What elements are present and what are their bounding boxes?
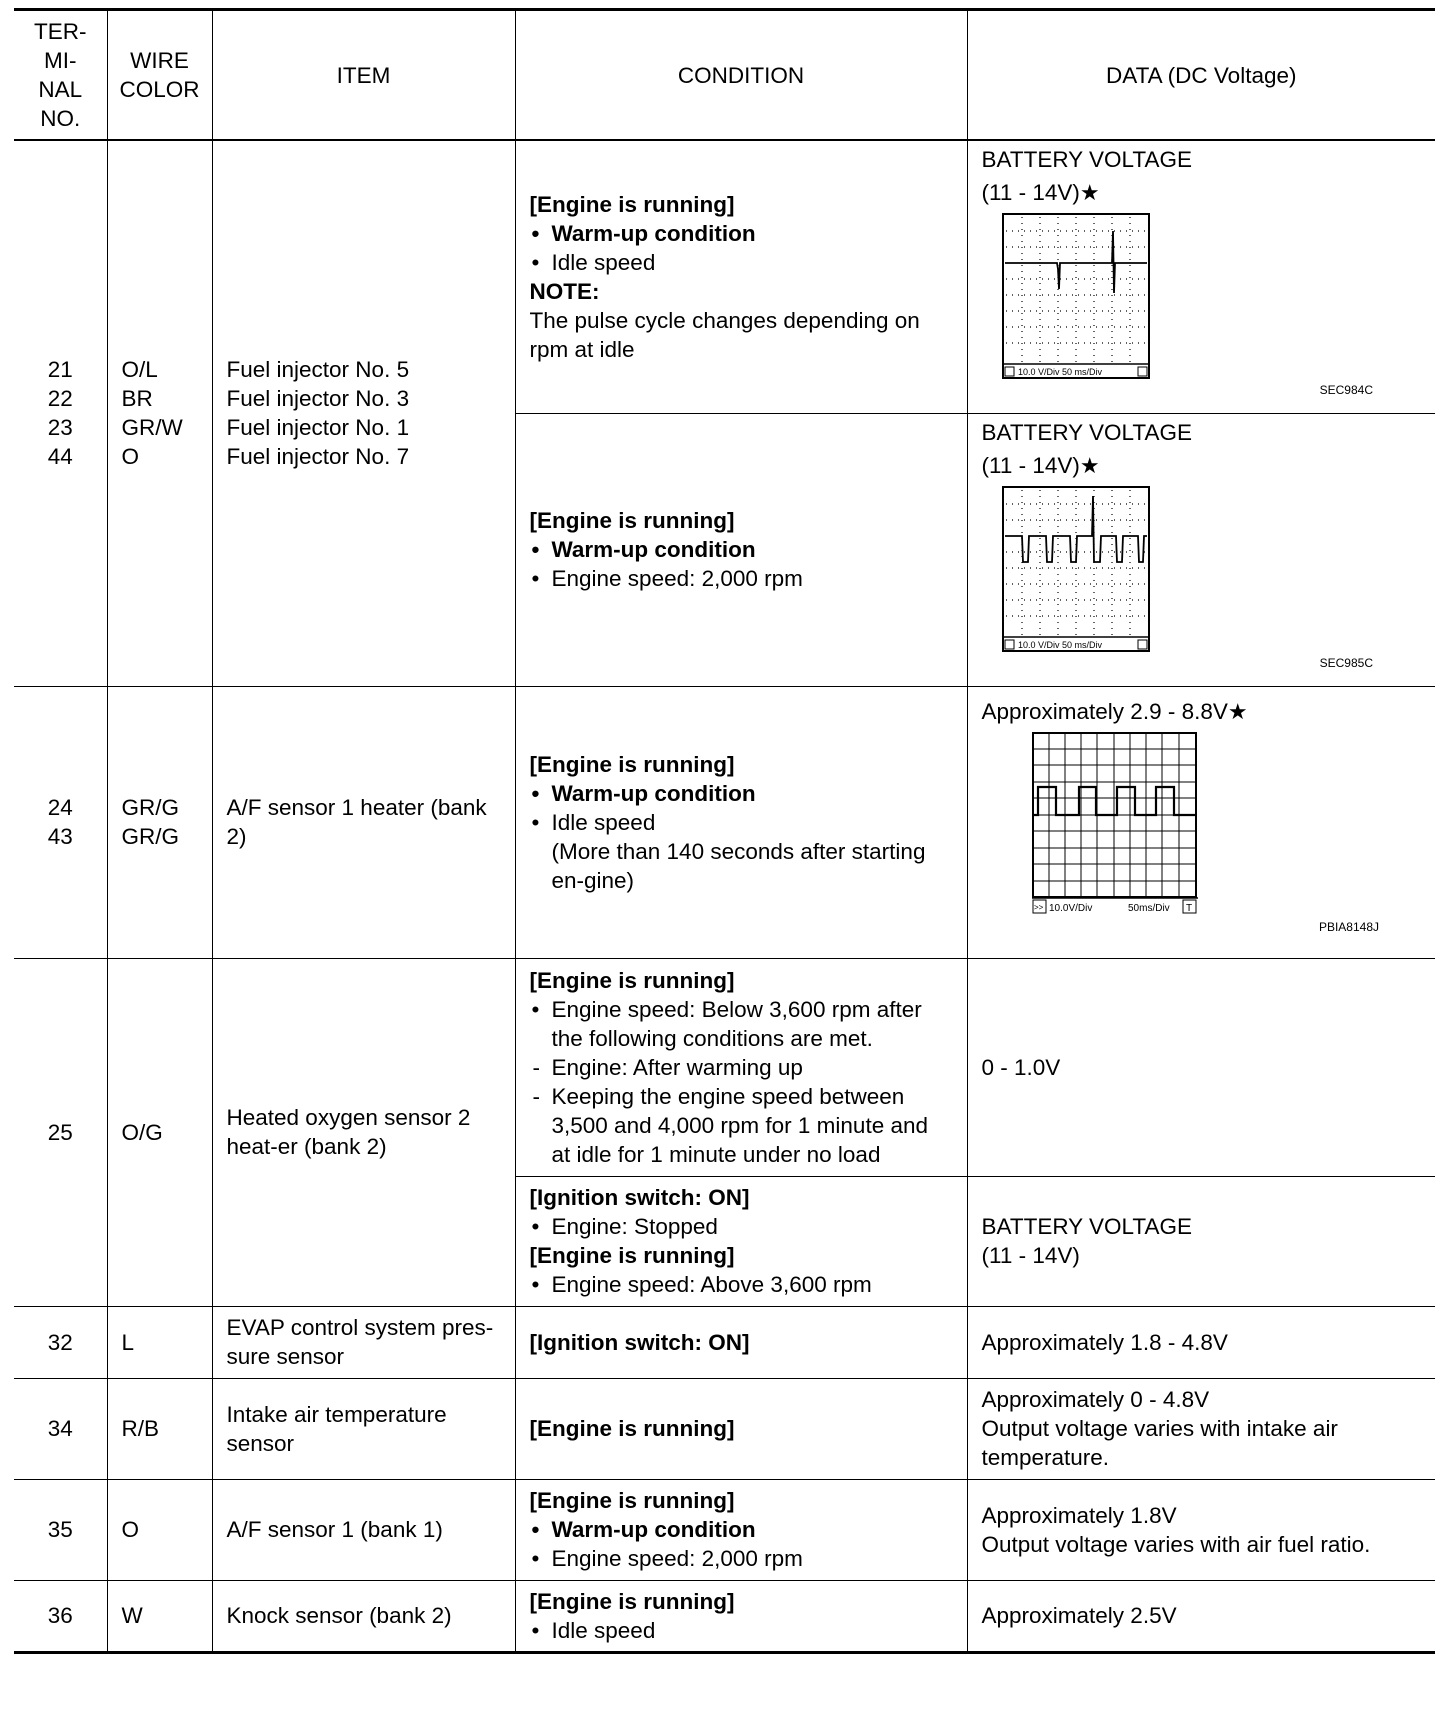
terminal-cell: 34 [14, 1378, 107, 1479]
star-icon: ★ [1227, 698, 1248, 724]
wire-color-cell: O [107, 1479, 212, 1580]
terminal-cell: 36 [14, 1580, 107, 1652]
item-cell: A/F sensor 1 (bank 1) [212, 1479, 515, 1580]
wire-color-cell: W [107, 1580, 212, 1652]
data-cell: BATTERY VOLTAGE (11 - 14V)★ 10.0 V/Div 50 ms/Div SEC984C [967, 140, 1435, 413]
star-icon: ★ [1079, 180, 1100, 205]
item-cell: A/F sensor 1 heater (bank 2) [212, 686, 515, 958]
table-row [14, 1580, 1435, 1652]
svg-text:10.0V/Div: 10.0V/Div [1048, 902, 1092, 914]
svg-text:10.0 V/Div 50 ms/Div: 10.0 V/Div 50 ms/Div [1017, 367, 1102, 377]
header-wire-color: WIRE COLOR [107, 10, 212, 141]
table-row [14, 1306, 1435, 1378]
data-cell: BATTERY VOLTAGE (11 - 14V) [967, 1176, 1435, 1306]
svg-text:>>: >> [1033, 902, 1043, 912]
header-row [14, 10, 1435, 141]
star-icon: ★ [1079, 452, 1100, 478]
svg-text:T: T [1185, 902, 1192, 914]
header-data: DATA (DC Voltage) [967, 10, 1435, 141]
oscilloscope-waveform-idle [1002, 213, 1152, 381]
header-item: ITEM [212, 10, 515, 141]
data-cell: Approximately 1.8V Output voltage varies with air fuel ratio. [967, 1479, 1435, 1580]
condition-cell: [Engine is running] [515, 1378, 967, 1479]
svg-text:50ms/Div: 50ms/Div [1127, 902, 1170, 914]
table-row [14, 140, 1435, 413]
table-row [14, 686, 1435, 958]
data-cell: BATTERY VOLTAGE (11 - 14V)★ 10.0 V/Div 50 ms/Div SEC985C [967, 413, 1435, 686]
svg-text:10.0 V/Div 50 ms/Div: 10.0 V/Div 50 ms/Div [1017, 639, 1102, 650]
condition-cell: [Ignition switch: ON] • Engine: Stopped [Engine is running] • Engine speed: Above 3,600 rpm [515, 1176, 967, 1306]
table-row [14, 1378, 1435, 1479]
table-row [14, 1479, 1435, 1580]
oscilloscope-waveform-2000rpm [1002, 486, 1152, 654]
wire-color-cell: O/G [107, 958, 212, 1306]
terminal-cell: 24 43 [14, 686, 107, 958]
condition-cell: [Engine is running] • Idle speed [515, 1580, 967, 1652]
data-cell: Approximately 2.5V [967, 1580, 1435, 1652]
wire-color-cell: O/L BR GR/W O [107, 140, 212, 686]
wire-color-cell: GR/G GR/G [107, 686, 212, 958]
terminal-cell: 32 [14, 1306, 107, 1378]
terminal-cell: 25 [14, 958, 107, 1306]
data-cell: 0 - 1.0V [967, 958, 1435, 1176]
oscilloscope-waveform-af-heater [1032, 732, 1200, 918]
header-condition: CONDITION [515, 10, 967, 141]
wire-color-cell: L [107, 1306, 212, 1378]
item-cell: Knock sensor (bank 2) [212, 1580, 515, 1652]
table-row [14, 958, 1435, 1176]
condition-cell: [Ignition switch: ON] [515, 1306, 967, 1378]
wire-color-cell: R/B [107, 1378, 212, 1479]
data-cell: Approximately 0 - 4.8V Output voltage varies with intake air temperature. [967, 1378, 1435, 1479]
item-cell: Fuel injector No. 5 Fuel injector No. 3 Fuel injector No. 1 Fuel injector No. 7 [212, 140, 515, 686]
ecm-terminal-table [14, 8, 1435, 1654]
item-cell: EVAP control system pres-sure sensor [212, 1306, 515, 1378]
condition-cell: [Engine is running] • Warm-up condition • Engine speed: 2,000 rpm [515, 1479, 967, 1580]
terminal-cell: 21 22 23 44 [14, 140, 107, 686]
condition-cell: [Engine is running] • Warm-up condition • Engine speed: 2,000 rpm [515, 413, 967, 686]
header-terminal-no: TER- MI- NAL NO. [14, 10, 107, 141]
data-cell: Approximately 1.8 - 4.8V [967, 1306, 1435, 1378]
condition-cell: [Engine is running] • Engine speed: Below 3,600 rpm after the following conditions are met. - Engine: After warming up - Keeping the engine speed between 3,500 and 4,000 rpm for 1 minute and at idle for 1 minute under no load [515, 958, 967, 1176]
item-cell: Heated oxygen sensor 2 heat-er (bank 2) [212, 958, 515, 1306]
data-cell: Approximately 2.9 - 8.8V★ >> 10.0V/Div 50ms/Div T PBIA8148J [967, 686, 1435, 958]
item-cell: Intake air temperature sensor [212, 1378, 515, 1479]
terminal-cell: 35 [14, 1479, 107, 1580]
condition-cell: [Engine is running] • Warm-up condition • Idle speed (More than 140 seconds after starting en-gine) [515, 686, 967, 958]
condition-cell: [Engine is running] • Warm-up condition • Idle speed NOTE: The pulse cycle changes depending on rpm at idle [515, 140, 967, 413]
